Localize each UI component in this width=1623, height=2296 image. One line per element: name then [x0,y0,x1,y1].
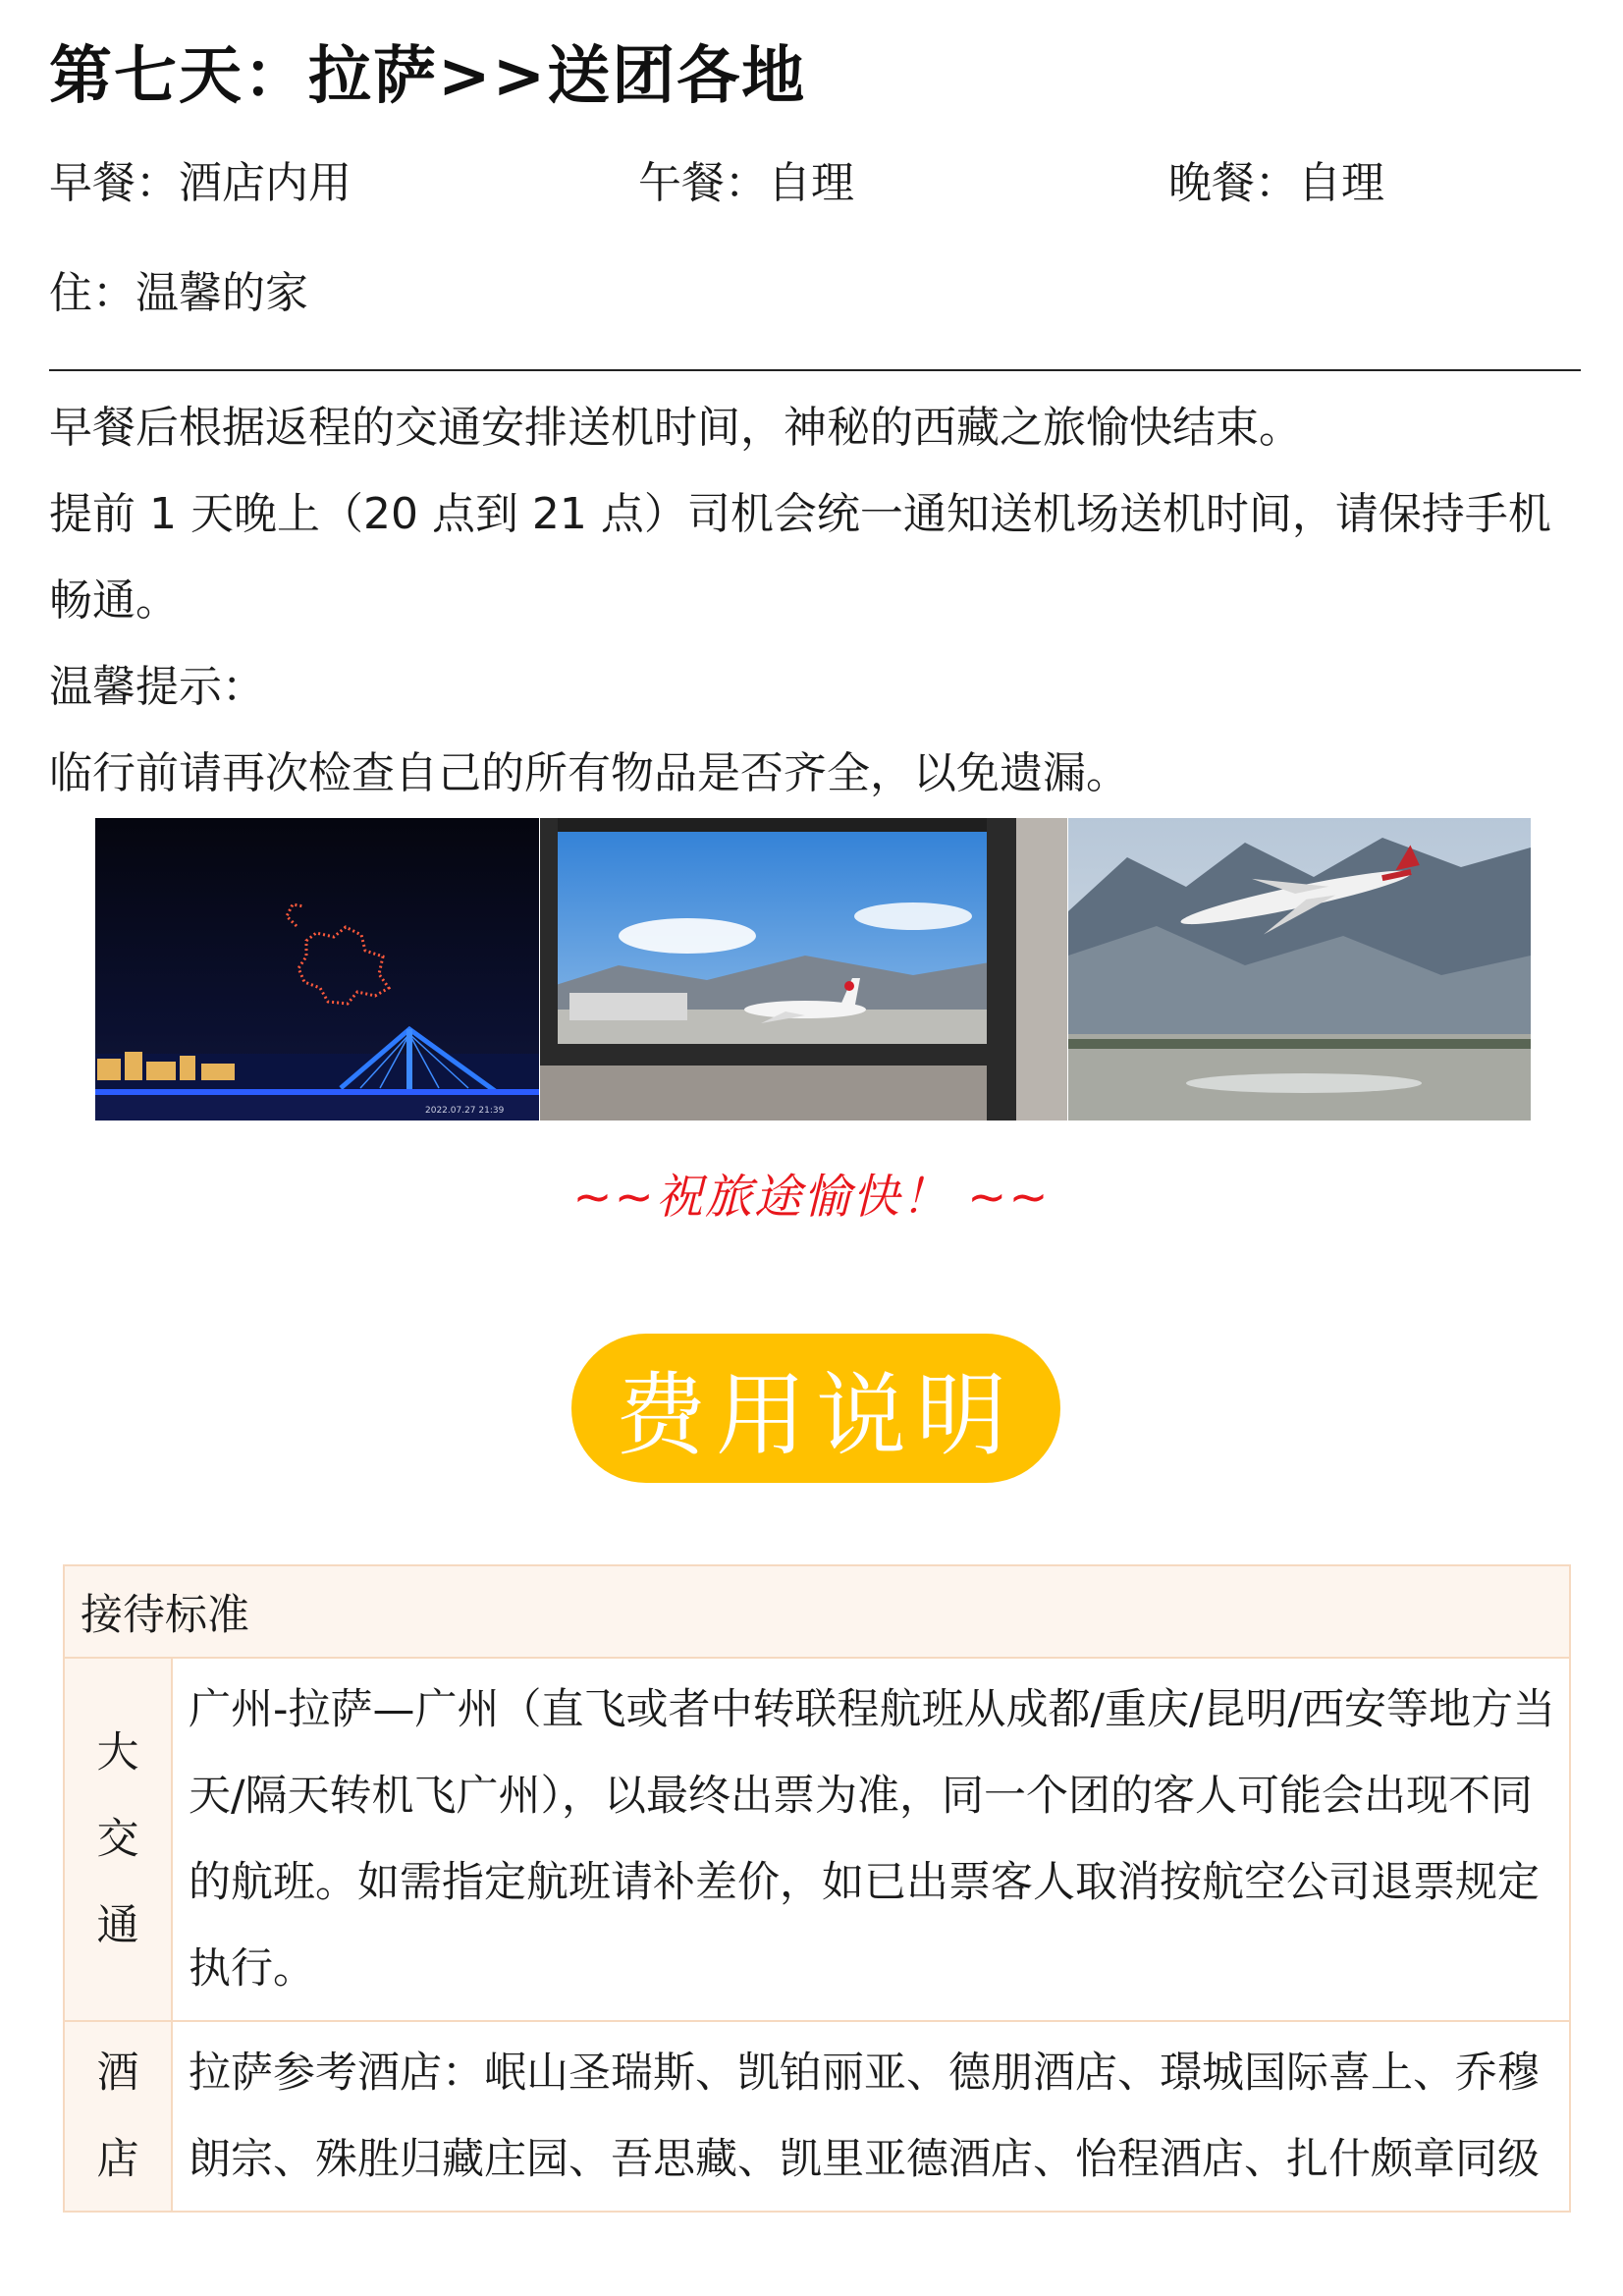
transport-description: 广州-拉萨—广州（直飞或者中转联程航班从成都/重庆/昆明/西安等地方当天/隔天转机飞广州），以最终出票为准，同一个团的客人可能会出现不同的航班。如需指定航班请补差价，如已出票客人取消按航空公司退票规定执行。 [172,1658,1570,2021]
fees-table [63,1564,1571,2213]
table-header: 接待标准 [64,1565,1570,1658]
breakfast-info: 早餐：酒店内用 [49,158,352,208]
table-header-row [64,1565,1570,1658]
dinner-info: 晚餐：自理 [1168,158,1384,208]
lunch-info: 午餐：自理 [638,158,854,208]
paragraph-notice: 提前 1 天晚上（20 点到 21 点）司机会统一通知送机场送机时间，请保持手机畅通。 [49,489,1551,626]
tip-heading: 温馨提示： [49,662,265,712]
day-title: 第七天：拉萨>>送团各地 [49,40,807,113]
photo-night-drone-show [95,818,539,1121]
category-char: 交 [96,1815,139,1864]
hotel-description: 拉萨参考酒店：岷山圣瑞斯、凯铂丽亚、德朋酒店、璟城国际喜上、乔穆朗宗、殊胜归藏庄园、吾思藏、凯里亚德酒店、怡程酒店、扎什颇章同级 [172,2021,1570,2212]
section-divider [49,369,1581,371]
category-char: 通 [96,1901,139,1950]
category-hotel [64,2021,172,2212]
accommodation-info: 住：温馨的家 [49,268,308,318]
category-char: 大 [96,1728,139,1777]
itinerary-text [49,385,1586,817]
category-char: 店 [96,2135,139,2184]
photo-airport-window [540,818,1067,1121]
photo-plane-takeoff [1068,818,1531,1121]
fees-section-badge: 费用说明 [571,1334,1060,1483]
table-row-hotel [64,2021,1570,2212]
farewell-wish: ~~祝旅途愉快！ ~~ [572,1170,1051,1225]
photo-strip [95,818,1531,1121]
category-transport [64,1658,172,2021]
photo-timestamp: 2022.07.27 21:39 [425,1106,505,1116]
meals-row [49,147,1581,216]
tip-text: 临行前请再次检查自己的所有物品是否齐全，以免遗漏。 [49,748,1129,798]
category-char: 酒 [96,2049,139,2098]
table-row-transport [64,1658,1570,2021]
paragraph-departure: 早餐后根据返程的交通安排送机时间，神秘的西藏之旅愉快结束。 [49,403,1302,453]
